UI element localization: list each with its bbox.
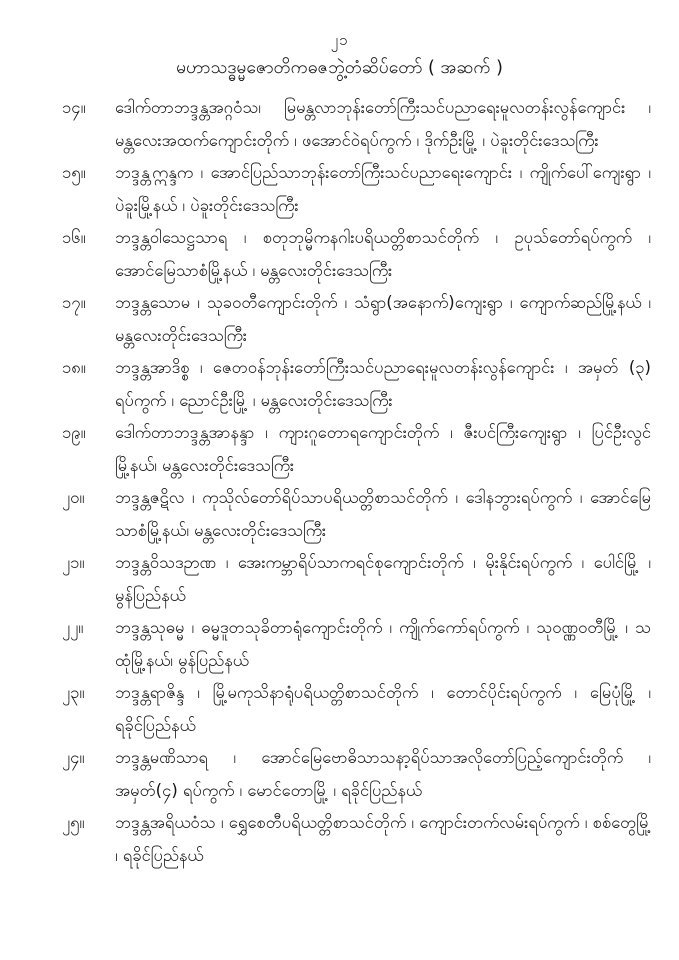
entry-number: ၁၄။ [62,98,86,117]
entry-row [0,157,679,222]
entry-row [0,352,679,417]
entry-number: ၂၁။ [62,553,85,572]
entry-row [0,222,679,287]
entry-row [0,807,679,872]
entry-text: ဘဒ္ဒန္တအာဒိစ္စ ၊ ဇေတဝန်ဘုန်းတော်ကြီးသင်ပညာရေးမူလတန်းလွန်ကျောင်း ၊ အမှတ် (၃) ရပ်ကွက် ၊ ညောင်ဦးမြို့ ၊ မန္တလေးတိုင်းဒေသကြီး [115,358,651,410]
entry-text: ဘဒ္ဒန္တဇဋိလ ၊ ကုသိုလ်တော်ရိပ်သာပရိယတ္တိစာသင်တိုက် ၊ ဒေါနဘွားရပ်ကွက် ၊ အောင်မြေသာစံမြို့နယ်၊ မန္တလေးတိုင်းဒေသကြီး [115,488,651,540]
page-number: ၂၁ [330,31,349,49]
entry-number: ၁၈။ [62,358,86,377]
entry-text: ဒေါက်တာဘဒ္ဒန္တအာနန္ဒာ ၊ ကျားဂူတောရကျောင်းတိုက် ၊ ဇီးပင်ကြီးကျေးရွာ ၊ ပြင်ဦးလွင်မြို့နယ်၊ မန္တလေးတိုင်းဒေသကြီး [115,423,651,475]
entry-row [0,287,679,352]
entry-text: ဒေါက်တာဘဒ္ဒန္တအဂ္ဂဝံသ၊ မြမန္တလာဘုန်းတော်ကြီးသင်ပညာရေးမူလတန်းလွန်ကျောင်း ၊ မန္တလေးအထက်ကျောင်းတိုက် ၊ ဖအောင်ဝဲရပ်ကွက် ၊ ဒိုက်ဦးမြို့ ၊ ပဲခူးတိုင်းဒေသကြီး [115,98,651,150]
entry-row [0,547,679,612]
entry-text: ဘဒ္ဒန္တသုဓမ္မ ၊ ဓမ္မဒူတသုခိတာရုံကျောင်းတိုက် ၊ ကျိုက်ကော်ရပ်ကွက် ၊ သုဝဏ္ဏဝတီမြို့ ၊ သထုံမြို့နယ်၊ မွန်ပြည်နယ် [115,618,651,670]
entry-row [0,612,679,677]
entry-number: ၂၀။ [62,488,85,507]
entry-number: ၂၄။ [62,748,85,767]
entry-number: ၂၂။ [62,618,84,637]
entry-row [0,482,679,547]
entry-text: ဘဒ္ဒန္တဣန္ဒက ၊ အောင်ပြည်သာဘုန်းတော်ကြီးသင်ပညာရေးကျောင်း ၊ ကျိုက်ပေါ်ကျေးရွာ ၊ ပဲခူးမြို့နယ် ၊ ပဲခူးတိုင်းဒေသကြီး [115,163,651,215]
entry-number: ၂၃။ [62,683,85,702]
entries-list [0,92,679,872]
entry-text: ဘဒ္ဒန္တအရိယဝံသ ၊ ရွှေစေတီပရိယတ္တိစာသင်တိုက် ၊ ကျောင်းတက်လမ်းရပ်ကွက် ၊ စစ်တွေမြို့ ၊ ရခိုင်ပြည်နယ် [115,813,651,865]
entry-text: ဘဒ္ဒန္တမဏိသာရ ၊ အောင်မြေဗောဓိသာသနာ့ရိပ်သာအလိုတော်ပြည့်ကျောင်းတိုက် ၊ အမှတ်(၄) ရပ်ကွက် ၊ မောင်တောမြို့ ၊ ရခိုင်ပြည်နယ် [115,748,651,800]
entry-number: ၁၇။ [62,293,86,312]
entry-row [0,742,679,807]
entry-number: ၁၉။ [62,423,86,442]
entry-text: ဘဒ္ဒန္တဝါသေဋ္ဌသာရ ၊ စတုဘုမ္မိကနဂါးပရိယတ္တိစာသင်တိုက် ၊ ဥပုသ်တော်ရပ်ကွက် ၊ အောင်မြေသာစံမြို့နယ် ၊ မန္တလေးတိုင်းဒေသကြီး [115,228,651,280]
page-title: မဟာသဒ္ဓမ္မဇောတိကဓဇဘွဲ့တံဆိပ်တော် ( အဆက် ) [176,58,503,78]
entry-row [0,677,679,742]
entry-text: ဘဒ္ဒန္တဝိသဒဉာဏ ၊ အေးကမ္ဘာရိပ်သာကရင်စုကျောင်းတိုက် ၊ မိုးနိုင်းရပ်ကွက် ၊ ပေါင်မြို့ ၊ မွန်ပြည်နယ် [115,553,651,605]
entry-number: ၁၆။ [62,228,86,247]
entry-row [0,417,679,482]
entry-text: ဘဒ္ဒန္တရာဇိန္ဒ ၊ မြို့မကုသိနာရုံပရိယတ္တိစာသင်တိုက် ၊ တောင်ပိုင်းရပ်ကွက် ၊ မြေပုံမြို့ ၊ ရခိုင်ပြည်နယ် [115,683,651,735]
entry-number: ၁၅။ [62,163,86,182]
entry-number: ၂၅။ [62,813,85,832]
entry-row [0,92,679,157]
page-header [0,28,679,82]
entry-text: ဘဒ္ဒန္တသောမ ၊ သုခဝတီကျောင်းတိုက် ၊ သံရွာ(အနောက်)ကျေးရွာ ၊ ကျောက်ဆည်မြို့နယ် ၊ မန္တလေးတိုင်းဒေသကြီး [115,293,651,345]
